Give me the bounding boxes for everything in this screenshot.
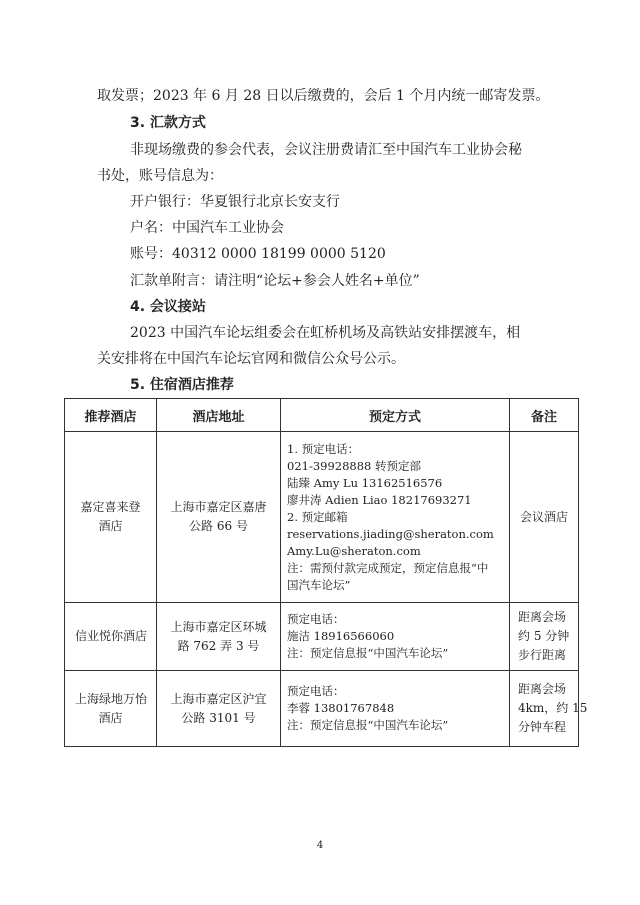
booking-line: 注：需预付款完成预定，预定信息报“中 xyxy=(287,560,489,575)
hotel-address-line: 上海市嘉定区沪宜 xyxy=(170,691,267,706)
note-line: 约 5 分钟 xyxy=(518,629,570,643)
booking-line: 预定电话： xyxy=(287,612,345,626)
note-cell xyxy=(510,432,579,603)
booking-method-cell xyxy=(281,671,510,747)
hotel-name-cell xyxy=(65,603,157,671)
paragraph-pickup-line1: 2023 中国汽车论坛组委会在虹桥机场及高铁站安排摆渡车，相 xyxy=(130,325,521,341)
table-header-row xyxy=(65,399,579,432)
hotel-address-line: 路 762 弄 3 号 xyxy=(177,638,260,653)
hotel-name-line: 嘉定喜来登 xyxy=(80,500,141,514)
section-heading-pickup: 4. 会议接站 xyxy=(130,299,206,315)
hotel-address-cell xyxy=(157,432,281,603)
table-row xyxy=(65,671,579,747)
account-name: 户名：中国汽车工业协会 xyxy=(130,220,284,236)
paragraph-payment-line1: 非现场缴费的参会代表，会议注册费请汇至中国汽车工业协会秘 xyxy=(130,142,522,158)
booking-line: 廖井涛 Adien Liao 18217693271 xyxy=(287,492,472,507)
note-cell xyxy=(510,671,588,747)
booking-method-cell xyxy=(281,603,510,671)
header-note: 备注 xyxy=(510,399,579,432)
booking-line: 预定电话： xyxy=(287,684,345,698)
booking-line: 2. 预定邮箱 xyxy=(287,509,348,524)
header-address: 酒店地址 xyxy=(157,399,281,432)
note-line: 距离会场 xyxy=(518,610,567,624)
booking-line: 1. 预定电话： xyxy=(287,441,360,456)
page-number: 4 xyxy=(316,840,324,851)
remittance-remark: 汇款单附言：请注明“论坛+参会人姓名+单位” xyxy=(130,273,420,289)
bank-name: 开户银行：华夏银行北京长安支行 xyxy=(130,194,340,210)
hotel-name-line: 酒店 xyxy=(98,519,123,533)
hotel-name-line: 上海绿地万怡 xyxy=(75,691,148,706)
hotel-name-cell xyxy=(65,671,157,747)
hotel-address-cell xyxy=(157,603,281,671)
booking-method-cell xyxy=(281,432,510,603)
note-cell xyxy=(510,603,579,671)
booking-line: 021-39928888 转预定部 xyxy=(287,458,422,473)
booking-line: 施洁 18916566060 xyxy=(287,629,395,643)
hotel-name-cell xyxy=(65,432,157,603)
header-hotel: 推荐酒店 xyxy=(65,399,157,432)
hotel-address-line: 上海市嘉定区嘉唐 xyxy=(170,500,267,514)
hotel-address-cell xyxy=(157,671,281,747)
hotel-address-line: 公路 66 号 xyxy=(189,519,248,533)
note-line: 4km，约 15 xyxy=(518,701,588,715)
booking-line: 注：预定信息报“中国汽车论坛” xyxy=(287,646,449,660)
section-heading-payment: 3. 汇款方式 xyxy=(130,115,206,131)
header-booking: 预定方式 xyxy=(281,399,510,432)
booking-line: reservations.jiading@sheraton.com xyxy=(287,526,494,541)
booking-line: 注：预定信息报“中国汽车论坛” xyxy=(287,718,449,732)
account-number: 账号：40312 0000 18199 0000 5120 xyxy=(130,246,386,262)
hotel-name-line: 信业悦你酒店 xyxy=(75,629,148,643)
table-row xyxy=(65,432,579,603)
note-line: 会议酒店 xyxy=(520,509,569,524)
hotel-address-line: 上海市嘉定区环城 xyxy=(170,619,267,634)
paragraph-payment-line2: 书处，账号信息为： xyxy=(97,168,223,184)
section-heading-hotels: 5. 住宿酒店推荐 xyxy=(130,377,234,393)
paragraph-invoice-tail: 取发票；2023 年 6 月 28 日以后缴费的，会后 1 个月内统一邮寄发票。 xyxy=(97,88,550,104)
hotel-address-line: 公路 3101 号 xyxy=(181,710,256,725)
booking-line: 国汽车论坛” xyxy=(287,577,351,592)
note-line: 分钟车程 xyxy=(518,720,567,734)
note-line: 距离会场 xyxy=(518,682,567,696)
booking-line: 陆臻 Amy Lu 13162516576 xyxy=(287,475,443,490)
note-line: 步行距离 xyxy=(518,648,567,662)
paragraph-pickup-line2: 关安排将在中国汽车论坛官网和微信公众号公示。 xyxy=(97,351,405,367)
table-row xyxy=(65,603,579,671)
hotel-name-line: 酒店 xyxy=(98,710,123,725)
booking-line: Amy.Lu@sheraton.com xyxy=(287,543,421,558)
hotel-table xyxy=(64,398,588,747)
booking-line: 李蓉 13801767848 xyxy=(287,701,395,715)
